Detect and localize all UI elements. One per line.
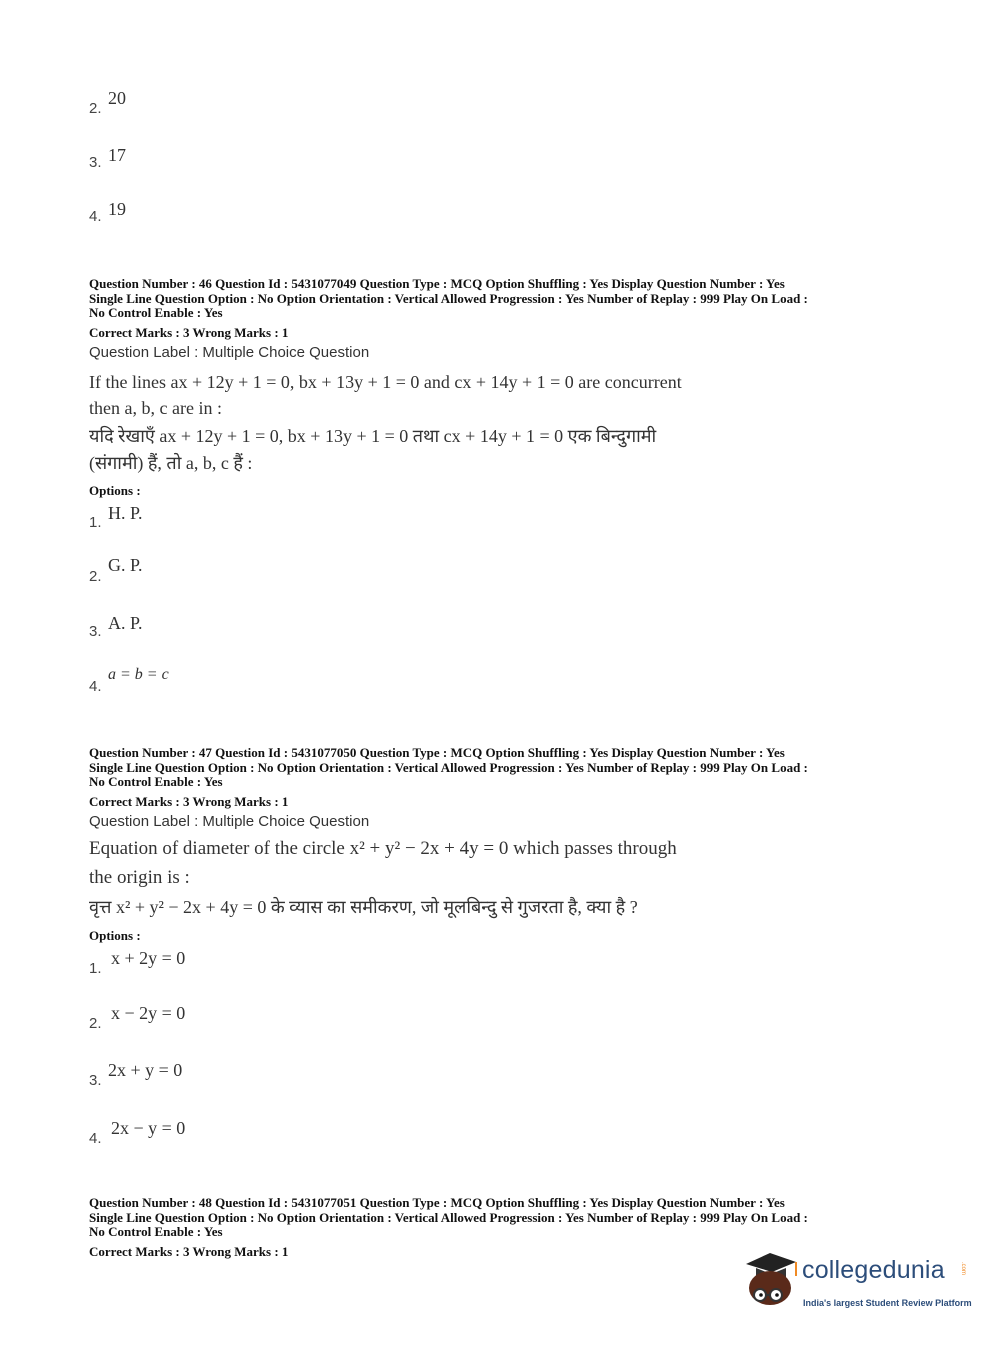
option-number: 3. (89, 623, 102, 640)
meta-line: Single Line Question Option : No Option Orientation : Vertical Allowed Progression : Yes Number of Replay : 999 Play On Load : (89, 290, 808, 306)
q47-text-hi-1: वृत्त x² + y² − 2x + 4y = 0 के व्यास का समीकरण, जो मूलबिन्दु से गुजरता है, क्या है ? (89, 897, 638, 917)
option-value: A. P. (108, 613, 143, 633)
logo-wordmark: collegedunia (802, 1256, 945, 1284)
meta-line: Single Line Question Option : No Option Orientation : Vertical Allowed Progression : Yes Number of Replay : 999 Play On Load : (89, 1209, 808, 1225)
q46-question-label: Question Label : Multiple Choice Question (89, 344, 370, 361)
option-value: x + 2y = 0 (111, 948, 186, 968)
option-number: 2. (89, 1015, 102, 1032)
q46-marks: Correct Marks : 3 Wrong Marks : 1 (89, 325, 289, 340)
logo-tagline: India's largest Student Review Platform (803, 1298, 972, 1308)
option-value: 2x − y = 0 (111, 1118, 186, 1138)
option-number: 4. (89, 1130, 102, 1147)
option-number: 3. (89, 1072, 102, 1089)
option-number: 2. (89, 100, 102, 117)
collegedunia-logo (740, 1248, 970, 1318)
option-value: 19 (108, 199, 126, 219)
option-number: 1. (89, 514, 102, 531)
q46-text-hi-1: यदि रेखाएँ ax + 12y + 1 = 0, bx + 13y + 1 = 0 तथा cx + 14y + 1 = 0 एक बिन्दुगामी (89, 426, 657, 446)
q47-text-en-2: the origin is : (89, 867, 190, 888)
q47-options-label: Options : (89, 928, 141, 943)
q47-meta (89, 746, 919, 790)
meta-line: No Control Enable : Yes (89, 1224, 223, 1239)
option-number: 2. (89, 568, 102, 585)
q46-text-en-1: If the lines ax + 12y + 1 = 0, bx + 13y + 1 = 0 and cx + 14y + 1 = 0 are concurrent (89, 372, 682, 392)
option-value: a = b = c (108, 666, 169, 683)
meta-line: Single Line Question Option : No Option Orientation : Vertical Allowed Progression : Yes Number of Replay : 999 Play On Load : (89, 759, 808, 775)
q48-meta (89, 1196, 919, 1240)
q46-text-en-2: then a, b, c are in : (89, 398, 222, 418)
q47-text-en-1: Equation of diameter of the circle x² + y² − 2x + 4y = 0 which passes through (89, 838, 677, 859)
mascot-icon (740, 1250, 802, 1312)
meta-line: No Control Enable : Yes (89, 305, 223, 320)
option-number: 4. (89, 678, 102, 695)
option-number: 1. (89, 960, 102, 977)
option-value: 2x + y = 0 (108, 1060, 183, 1080)
meta-line: Question Number : 48 Question Id : 5431077051 Question Type : MCQ Option Shuffling : Yes Display Question Number : Yes (89, 1195, 785, 1210)
option-value: H. P. (108, 503, 143, 523)
option-value: x − 2y = 0 (111, 1003, 186, 1023)
option-value: G. P. (108, 555, 143, 575)
q46-text-hi-2: (संगामी) हैं, तो a, b, c हैं : (89, 453, 253, 473)
logo-suffix: .com (960, 1262, 966, 1276)
option-value: 20 (108, 88, 126, 108)
q47-question-label: Question Label : Multiple Choice Question (89, 813, 370, 830)
q47-marks: Correct Marks : 3 Wrong Marks : 1 (89, 794, 289, 809)
option-number: 3. (89, 154, 102, 171)
meta-line: Question Number : 46 Question Id : 5431077049 Question Type : MCQ Option Shuffling : Yes Display Question Number : Yes (89, 276, 785, 291)
q46-meta (89, 277, 919, 321)
meta-line: Question Number : 47 Question Id : 5431077050 Question Type : MCQ Option Shuffling : Yes Display Question Number : Yes (89, 745, 785, 760)
meta-line: No Control Enable : Yes (89, 774, 223, 789)
q46-options-label: Options : (89, 483, 141, 498)
q48-marks: Correct Marks : 3 Wrong Marks : 1 (89, 1244, 289, 1259)
option-value: 17 (108, 145, 126, 165)
option-number: 4. (89, 208, 102, 225)
